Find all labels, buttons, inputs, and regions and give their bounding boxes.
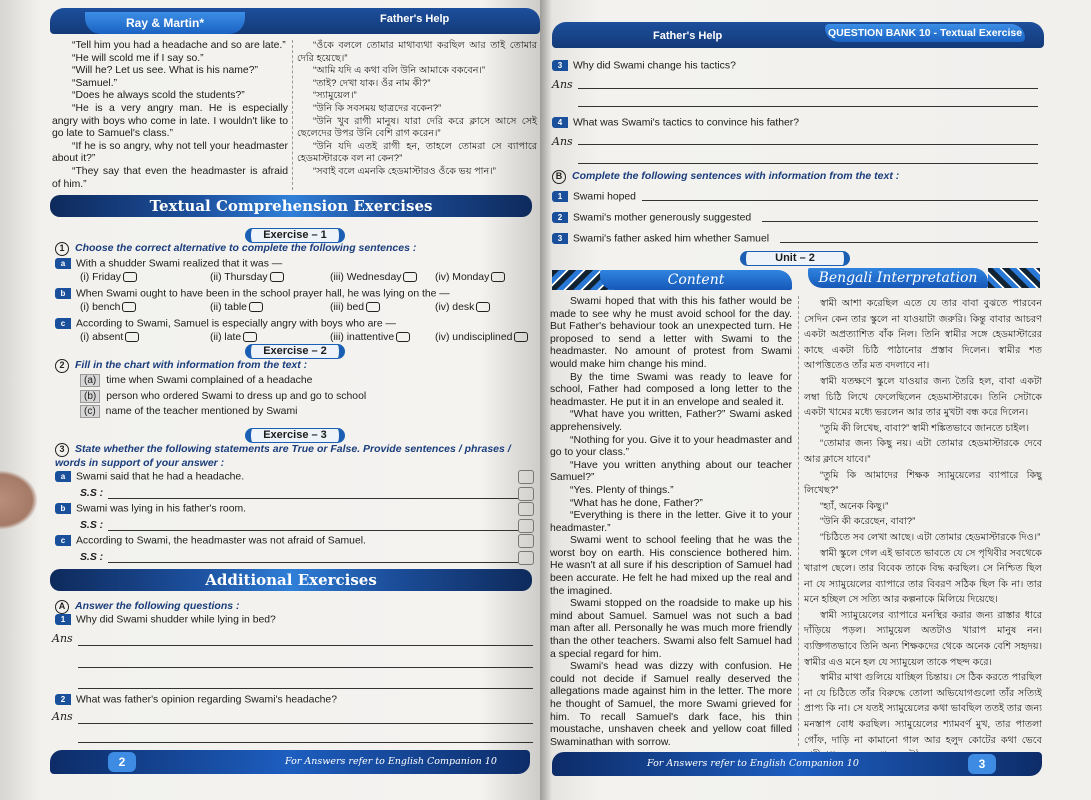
chart-item-text: name of the teacher mentioned by Swami xyxy=(105,406,298,417)
bengali-paragraph: স্বামী স্কুলে গেল এই ভাবতে ভাবতে যে সে পৃথিবীর সবথেকে খারাপ ছেলে। তার বিবেক তাকে বিদ্ধ করছিল। সে নিশ্চিত ছিল না যে স্যামুয়েলের ব্যাপারে তার বিবরণ সঠিক ছিল কি না। তার মনে হচ্ছিল সে সত্যি আর কল্পনাকে মিলিয়ে দিয়েছে। xyxy=(804,547,1042,606)
answer-line[interactable] xyxy=(78,667,533,668)
footer-note: For Answers refer to English Companion 10 xyxy=(285,756,497,767)
mcq-option[interactable] xyxy=(210,332,257,343)
chart-item-tag: (b) xyxy=(80,390,100,403)
exercise-3-label: Exercise – 3 xyxy=(245,428,345,443)
bengali-paragraph: স্বামী স্যামুয়েলের ব্যাপারে মনস্থির করার জন্য রাস্তার ধারে দাঁড়িয়ে পড়ল। স্যামুয়েল অতটাও খারাপ মানুষ নন। ব্যক্তিগতভাবে তিনি অন্য শিক্ষকদের থেকে অনেক বেশি সহৃদয়। স্বামীর এও মনে হল যে স্যামুয়েল তাকে পছন্দ করে। xyxy=(804,609,1042,668)
mcq-option-label: (i) absent xyxy=(80,332,124,343)
question-number-badge: 3 xyxy=(552,60,568,71)
chart-item-text: person who ordered Swami to dress up and go to school xyxy=(106,391,367,402)
footer-note: For Answers refer to English Companion 10 xyxy=(647,758,859,769)
ss-answer-line[interactable] xyxy=(108,498,518,499)
content-paragraph: Swami stopped on the roadside to make up his mind about Samuel. Samuel was not such a bad man after all. Personally he was much more friendly than the other teachers. Swami also felt Samuel had a special regard for him. xyxy=(550,598,792,660)
exercise-1-label: Exercise – 1 xyxy=(245,228,345,243)
mcq-option[interactable] xyxy=(210,302,263,313)
left-page xyxy=(0,0,540,800)
question-text: Why did Swami change his tactics? xyxy=(573,60,736,72)
checkbox[interactable] xyxy=(403,272,417,282)
item-number-badge: 1 xyxy=(552,191,568,202)
bengali-paragraph: “চিঠিতে সব লেখা আছে। এটা তোমার হেডমাস্টারকে দিও।” xyxy=(820,531,1041,543)
answer-label: Ans xyxy=(552,135,573,148)
statement-marker-badge: a xyxy=(55,471,71,482)
sentence-stem: Swami's mother generously suggested xyxy=(573,212,752,224)
bengali-paragraph: “তুমি কী লিখেছ, বাবা?” স্বামী শঙ্কিতভাবে জানতে চাইল। xyxy=(820,422,1029,434)
option-marker-badge: b xyxy=(55,288,71,299)
true-false-box[interactable] xyxy=(518,534,534,548)
question-text: What was Swami's tactics to convince his father? xyxy=(573,117,800,129)
sentence-stem: Swami's father asked him whether Samuel xyxy=(573,233,770,245)
mcq-option-label: (ii) Thursday xyxy=(210,272,268,283)
bengali-paragraph: “হ্যাঁ, অনেক কিছু।” xyxy=(820,500,889,512)
answer-line[interactable] xyxy=(578,106,1038,107)
ss-box[interactable] xyxy=(518,519,534,533)
bengali-line: “উনি কি সবসময় ছাত্রদের বকেন?” xyxy=(313,102,442,114)
bengali-paragraph: স্বামী যতক্ষণে স্কুলে যাওয়ার জন্য তৈরি হল, বাবা একটা লম্বা চিঠি লিখে ফেলেছিলেন হেডমাস্টারকে। তিনি সেটাকে একটা খামের মধ্যে ভরলেন আর তার মুখটা বন্ধ করে দিলেন। xyxy=(804,375,1042,419)
bengali-paragraph: “উনি কী করেছেন, বাবা?” xyxy=(820,516,916,528)
content-paragraph: Swami's head was dizzy with confusion. He could not decide if Samuel really deserved the allegations made against him in the letter. The more he thought of Samuel, the more Swami grieved for him. To recall Samuel's dark face, his thin moustache, unshaven cheek and yellow coat filled Swaminathan with sorrow. xyxy=(550,661,792,748)
right-page xyxy=(540,0,1091,800)
question-number-badge: 1 xyxy=(55,614,71,625)
dialogue-line: “He will scold me if I say so.” xyxy=(72,52,204,64)
mcq-option[interactable] xyxy=(435,272,505,283)
mcq-option[interactable] xyxy=(330,302,380,313)
mcq-option-label: (i) Friday xyxy=(80,272,121,283)
thumb-shadow xyxy=(0,470,38,530)
content-banner: Content xyxy=(600,270,792,290)
chart-item xyxy=(80,390,366,403)
brand-tab: Ray & Martin* xyxy=(85,12,245,34)
english-dialogue xyxy=(52,40,288,191)
mcq-question-text: With a shudder Swami realized that it was — xyxy=(76,258,283,270)
checkbox[interactable] xyxy=(270,272,284,282)
number-circle-icon: 1 xyxy=(55,242,69,256)
chart-item xyxy=(80,405,297,418)
bengali-dialogue xyxy=(297,40,537,195)
exercise-3-instruction: State whether the following statements are True or False. Provide sentences / phrases / words in support of your answer : xyxy=(55,443,511,469)
option-marker-badge: a xyxy=(55,258,71,269)
content-paragraph: Swami hoped that with this his father would be made to see why he must avoid school for the day. But Father's behaviour took an unexpected turn. He proposed to send a letter with Swami to the headmaster. No amount of protest from Swami would make him change his mind. xyxy=(550,296,792,370)
additional-exercises-banner: Additional Exercises xyxy=(50,569,532,591)
page-number: 3 xyxy=(968,754,996,774)
mcq-question xyxy=(55,258,282,269)
page-number: 2 xyxy=(108,752,136,772)
mcq-option-label: (ii) late xyxy=(210,332,242,343)
question-text: What was father's opinion regarding Swami's headache? xyxy=(76,694,337,706)
ss-label: S.S : xyxy=(80,520,104,531)
chart-item xyxy=(80,374,312,387)
complete-instruction: Complete the following sentences with information from the text : xyxy=(572,170,900,182)
question-number-badge: 4 xyxy=(552,117,568,128)
statement xyxy=(55,535,366,546)
dialogue-line: “Tell him you had a headache and so are late.” xyxy=(72,40,286,51)
chart-item-text: time when Swami complained of a headache xyxy=(106,375,313,386)
content-paragraph: “Everything is there in the letter. Give it to your headmaster.” xyxy=(550,510,792,534)
letter-circle-icon: A xyxy=(55,600,69,614)
section-tab: QUESTION BANK 10 - Textual Exercise xyxy=(825,24,1025,42)
answer-label: Ans xyxy=(552,78,573,91)
mcq-question-text: According to Swami, Samuel is especially angry with boys who are — xyxy=(76,318,396,330)
statement-text: Swami was lying in his father's room. xyxy=(76,503,247,515)
checkbox[interactable] xyxy=(366,302,380,312)
answer-line[interactable] xyxy=(78,742,533,743)
mcq-option[interactable] xyxy=(80,302,136,313)
exercise-1-instruction: Choose the correct alternative to complete the following sentences : xyxy=(75,242,417,254)
statement xyxy=(55,503,246,514)
mcq-question-text: When Swami ought to have been in the school prayer hall, he was lying on the — xyxy=(76,288,450,300)
bengali-line: “ওঁকে বললে তোমার মাথাব্যথা করছিল আর তাই তোমার দেরি হয়েছে।” xyxy=(297,40,537,64)
answer-label: Ans xyxy=(52,710,73,723)
dialogue-line: “Will he? Let us see. What is his name?” xyxy=(72,65,258,77)
letter-circle-icon: B xyxy=(552,170,566,184)
answer-line[interactable] xyxy=(78,723,533,724)
statement-text: Swami said that he had a headache. xyxy=(76,471,245,483)
ss-label: S.S : xyxy=(80,552,104,563)
ss-label: S.S : xyxy=(80,488,104,499)
mcq-question xyxy=(55,288,450,299)
additional-instruction: Answer the following questions : xyxy=(75,600,240,612)
content-paragraph: “Yes. Plenty of things.” xyxy=(570,484,674,496)
ss-box[interactable] xyxy=(518,551,534,565)
textual-exercises-banner: Textual Comprehension Exercises xyxy=(50,195,532,217)
content-paragraph: “Nothing for you. Give it to your headmaster and go to your class.” xyxy=(550,434,792,459)
question-text: Why did Swami shudder while lying in bed? xyxy=(76,614,276,626)
question-number-badge: 2 xyxy=(55,694,71,705)
dialogue-line: “If he is so angry, why not tell your headmaster about it?” xyxy=(52,140,288,165)
bengali-paragraph: স্বামীর মাথা গুলিয়ে যাচ্ছিল চিন্তায়। সে ঠিক করতে পারছিল না যে চিঠিতে তাঁর বিরুদ্ধে তোলা অভিযোগগুলো তাঁর সত্যিই প্রাপ্য কি না। সে যতই স্যামুয়েলের কথা ভাবছিল ততই তার জন্য মনস্তাপ বোধ করছিল। স্যামুয়েলের শ্যামবর্ণ মুখ, তার পাতলা গোঁফ, দাড়ি না কামানো গাল আর হলুদ কোটের কথা ভেবে xyxy=(804,672,1042,746)
checkbox[interactable] xyxy=(249,302,263,312)
dialogue-line: “He is a very angry man. He is especially angry with boys who come in late. I wouldn't like to go late to Samuel's class.” xyxy=(52,102,288,140)
answer-line[interactable] xyxy=(578,163,1038,164)
mcq-option-label: (iii) bed xyxy=(330,302,365,313)
mcq-option-label: (iii) inattentive xyxy=(330,332,395,343)
unit-label: Unit – 2 xyxy=(740,251,850,266)
statement-marker-badge: b xyxy=(55,503,71,514)
dialogue-line: “They say that even the headmaster is afraid of him.” xyxy=(52,165,288,190)
answer-line[interactable] xyxy=(78,645,533,646)
chapter-title: Father's Help xyxy=(653,30,723,42)
mcq-option-label: (iv) Monday xyxy=(435,272,490,283)
fill-line[interactable] xyxy=(762,221,1038,222)
content-paragraph: “What has he done, Father?” xyxy=(570,497,703,509)
mcq-option-label: (i) bench xyxy=(80,302,121,313)
checkbox[interactable] xyxy=(122,302,136,312)
sentence-stem: Swami hoped xyxy=(573,191,636,203)
ss-answer-line[interactable] xyxy=(108,562,518,563)
ss-answer-line[interactable] xyxy=(108,530,518,531)
bengali-paragraph: “তোমার জন্য কিছু নয়। এটা তোমার হেডমাস্টারকে দেবে আর ক্লাসে যাবে।” xyxy=(804,438,1042,465)
mcq-option-label: (ii) table xyxy=(210,302,247,313)
exercise-2-label: Exercise – 2 xyxy=(245,344,345,359)
chapter-title: Father's Help xyxy=(380,13,450,25)
content-paragraph: “What have you written, Father?” Swami asked apprehensively. xyxy=(550,409,792,433)
mcq-option-label: (iv) desk xyxy=(435,302,475,313)
mcq-option[interactable] xyxy=(435,332,528,343)
answer-line[interactable] xyxy=(578,88,1038,89)
statement xyxy=(55,471,244,482)
fill-line[interactable] xyxy=(642,200,1038,201)
answer-label: Ans xyxy=(52,632,73,645)
fill-line[interactable] xyxy=(780,242,1038,243)
question-1 xyxy=(55,614,276,625)
mcq-option[interactable] xyxy=(330,332,410,343)
bengali-paragraph: “তুমি কি আমাদের শিক্ষক স্যামুয়েলের ব্যাপারে কিছু লিখেছ?” xyxy=(804,469,1042,497)
item-number-badge: 3 xyxy=(552,233,568,244)
bengali-paragraph: স্বামী আশা করেছিল এতে যে তার বাবা বুঝতে পারবেন সেদিন কেন তার স্কুলে না যাওয়াটা জরুরি। কিন্তু বাবার আচরণ একটা অপ্রত্যাশিত বাঁক নিল। তিনি স্বামীর সঙ্গে হেডমাস্টারের কাছে একটা চিঠি পাঠানোর প্রস্তাব দিলেন। স্বামীর শত আপত্তিতেও তাঁর মত বদলাবে না। xyxy=(804,298,1042,372)
bengali-line: “তাই? দেখা যাক। ওঁর নাম কী?” xyxy=(313,77,431,89)
bengali-interpretation-text xyxy=(804,296,1042,748)
bengali-line: “সবাই বলে এমনকি হেডমাস্টারও ওঁকে ভয় পান।” xyxy=(313,165,496,177)
content-paragraph: Swami went to school feeling that he was the worst boy on earth. His conscience bothered him. He wasn't at all sure if his description of Samuel had been accurate. He felt he had mixed up the real and the imagined. xyxy=(550,535,792,597)
mcq-option[interactable] xyxy=(330,272,417,283)
mcq-option[interactable] xyxy=(435,302,490,313)
decor-pattern xyxy=(988,268,1040,288)
item-number-badge: 2 xyxy=(552,212,568,223)
chart-item-tag: (c) xyxy=(80,405,100,418)
content-paragraph: By the time Swami was ready to leave for school, Father had composed a long letter to the headmaster. He put it in an envelope and sealed it. xyxy=(550,371,792,408)
exercise-2-instruction: Fill in the chart with information from the text : xyxy=(75,359,308,371)
checkbox[interactable] xyxy=(514,332,528,342)
option-marker-badge: c xyxy=(55,318,71,329)
checkbox[interactable] xyxy=(476,302,490,312)
content-paragraph: “Have you written anything about our teacher Samuel?” xyxy=(550,459,792,484)
checkbox[interactable] xyxy=(396,332,410,342)
dialogue-line: “Does he always scold the students?” xyxy=(72,90,245,102)
mcq-option-label: (iii) Wednesday xyxy=(330,272,402,283)
statement-text: According to Swami, the headmaster was not afraid of Samuel. xyxy=(76,535,366,547)
bengali-line: “উনি যদি এতই রাগী হন, তাহলে তোমরা সে ব্যাপারে হেডমাস্টারকে বল না কেন?” xyxy=(297,140,537,165)
mcq-option[interactable] xyxy=(80,332,139,343)
checkbox[interactable] xyxy=(491,272,505,282)
bengali-line: “স্যামুয়েল।” xyxy=(313,90,357,102)
answer-line[interactable] xyxy=(578,144,1038,145)
mcq-option[interactable] xyxy=(80,272,137,283)
answer-line[interactable] xyxy=(78,688,533,689)
number-circle-icon: 2 xyxy=(55,359,69,373)
mcq-option-label: (iv) undisciplined xyxy=(435,332,513,343)
content-text xyxy=(550,296,792,749)
checkbox[interactable] xyxy=(125,332,139,342)
checkbox[interactable] xyxy=(243,332,257,342)
bengali-interpretation-banner: Bengali Interpretation xyxy=(808,268,988,288)
true-false-box[interactable] xyxy=(518,470,534,484)
mcq-question xyxy=(55,318,396,329)
true-false-box[interactable] xyxy=(518,502,534,516)
bengali-line: “আমি যদি এ কথা বলি উনি আমাকে বকবেন।” xyxy=(313,65,486,77)
number-circle-icon: 3 xyxy=(55,443,69,457)
bengali-line: “উনি খুব রাগী মানুষ। যারা দেরি করে ক্লাসে আসে সেই ছেলেদের উপর উনি বেশি রাগ করেন।” xyxy=(297,115,537,140)
mcq-option[interactable] xyxy=(210,272,284,283)
statement-marker-badge: c xyxy=(55,535,71,546)
dialogue-line: “Samuel.” xyxy=(72,77,118,89)
chart-item-tag: (a) xyxy=(80,374,100,387)
checkbox[interactable] xyxy=(123,272,137,282)
question-2 xyxy=(55,694,337,705)
ss-box[interactable] xyxy=(518,487,534,501)
